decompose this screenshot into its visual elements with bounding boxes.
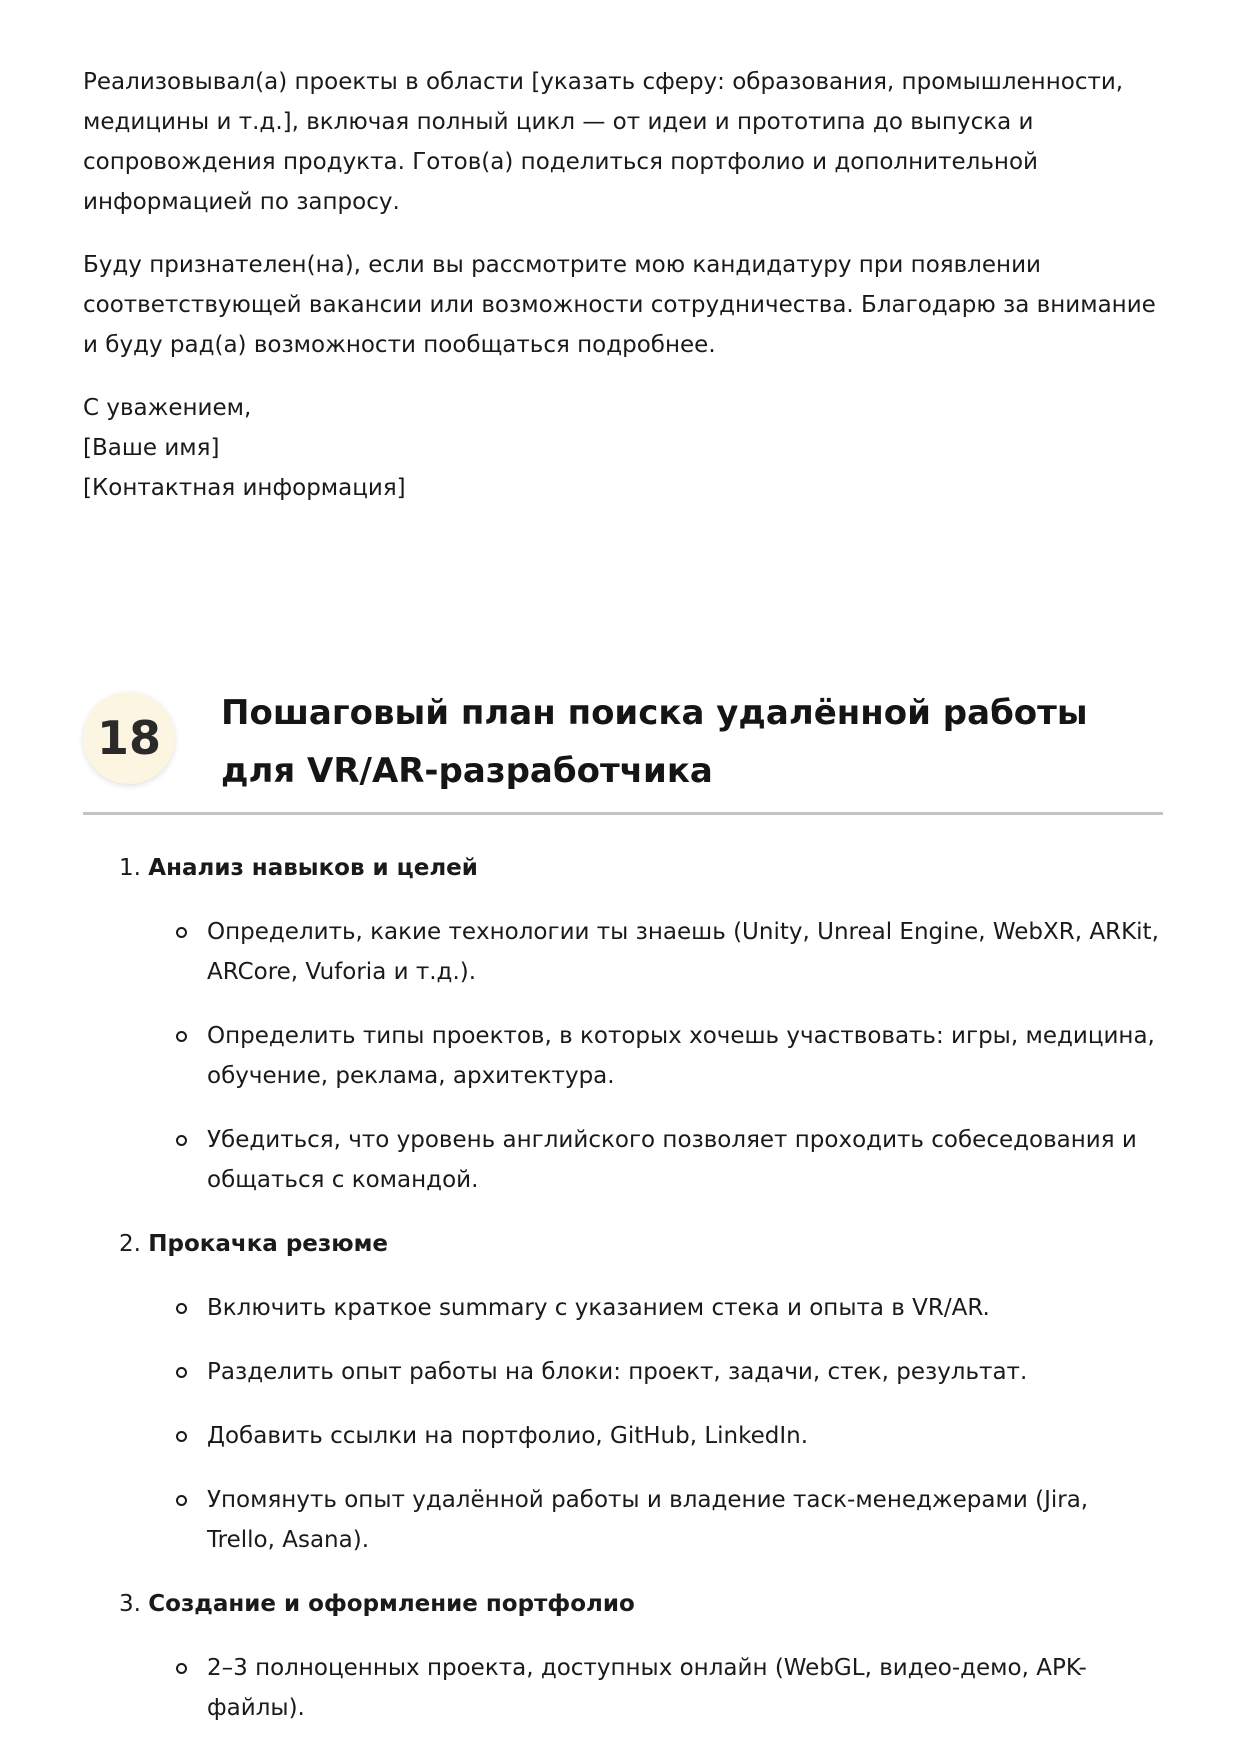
step-bullet-list [83,912,1163,1200]
list-item [83,1120,1163,1200]
list-item-text: Включить краткое summary с указанием стека и опыта в VR/AR. [207,1295,990,1321]
list-item [83,1016,1163,1096]
steps-list [83,848,1163,1752]
intro-paragraph: Буду признателен(на), если вы рассмотрите мою кандидатуру при появлении соответствующей вакансии или возможности сотрудничества. Благодарю за внимание и буду рад(а) возможности пообщаться подробнее. [83,252,1156,358]
circle-bullet-icon [176,1367,187,1378]
list-item [83,1288,1163,1328]
circle-bullet-icon [176,1663,187,1674]
step-item [83,1224,1163,1560]
section-header [83,672,1163,815]
step-heading [119,848,1163,888]
list-item-text: Определить, какие технологии ты знаешь (Unity, Unreal Engine, WebXR, ARKit, ARCore, Vuforia и т.д.). [207,919,1159,985]
list-item-text: Добавить ссылки на портфолио, GitHub, LinkedIn. [207,1423,809,1449]
step-bullet-list [83,1288,1163,1560]
list-item [83,912,1163,992]
signature-name: [Ваше имя] [83,435,220,461]
list-item-text: 2–3 полноценных проекта, доступных онлайн (WebGL, видео-демо, APK-файлы). [207,1655,1087,1721]
signature-closing: С уважением, [83,395,252,421]
step-heading [119,1584,1163,1624]
circle-bullet-icon [176,1495,187,1506]
list-item-text: Разделить опыт работы на блоки: проект, задачи, стек, результат. [207,1359,1028,1385]
step-heading [119,1224,1163,1264]
step-number: 2. [119,1231,141,1257]
list-item-text: Убедиться, что уровень английского позволяет проходить собеседования и общаться с командой. [207,1127,1137,1193]
step-number: 1. [119,855,141,881]
step-title: Прокачка резюме [148,1231,389,1257]
step-title: Анализ навыков и целей [148,855,478,881]
list-item-text: Упомянуть опыт удалённой работы и владение таск-менеджерами (Jira, Trello, Asana). [207,1487,1089,1553]
step-item [83,848,1163,1200]
circle-bullet-icon [176,1303,187,1314]
circle-bullet-icon [176,1135,187,1146]
list-item [83,1480,1163,1560]
step-number: 3. [119,1591,141,1617]
intro-block [83,62,1163,508]
signature-contact: [Контактная информация] [83,475,406,501]
list-item [83,1352,1163,1392]
signature-block [83,388,1163,508]
step-title: Создание и оформление портфолио [148,1591,635,1617]
list-item [83,1416,1163,1456]
list-item-text: Определить типы проектов, в которых хочешь участвовать: игры, медицина, обучение, реклама, архитектура. [207,1023,1155,1089]
section-title: Пошаговый план поиска удалённой работы для VR/AR-разработчика [221,693,1088,791]
section-number-badge: 18 [83,692,175,784]
list-item [83,1648,1163,1728]
step-bullet-list [83,1648,1163,1728]
intro-paragraph: Реализовывал(а) проекты в области [указать сферу: образования, промышленности, медицины и т.д.], включая полный цикл — от идеи и прототипа до выпуска и сопровождения продукта. Готов(а) поделиться портфолио и дополнительной информацией по запросу. [83,69,1124,215]
step-item [83,1584,1163,1728]
circle-bullet-icon [176,1431,187,1442]
circle-bullet-icon [176,927,187,938]
circle-bullet-icon [176,1031,187,1042]
